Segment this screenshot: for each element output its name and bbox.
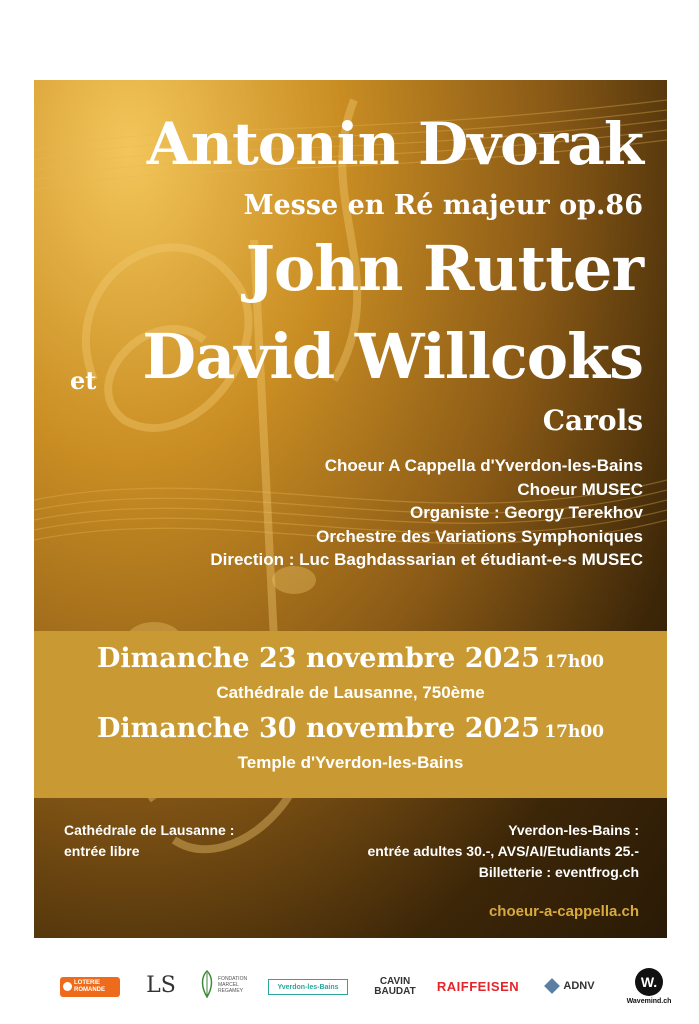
composer-title-willcoks: David Willcoks — [142, 320, 643, 393]
credit-line: Choeur A Cappella d'Yverdon-les-Bains — [324, 456, 643, 475]
diamond-icon — [544, 978, 560, 994]
cavin-baudat-logo: CAVIN BAUDAT — [374, 976, 416, 997]
work-title-carols: Carols — [542, 404, 643, 437]
composer-title-dvorak: Antonin Dvorak — [146, 110, 643, 178]
work-title-messe: Messe en Ré majeur op.86 — [243, 190, 643, 221]
info-line: Yverdon-les-Bains : — [508, 822, 639, 838]
credit-line: Organiste : Georgy Terekhov — [409, 503, 643, 522]
concert-poster — [34, 80, 667, 938]
yverdon-les-bains-logo: Yverdon-les-Bains — [268, 979, 348, 995]
dates-band — [34, 631, 667, 798]
info-line: Cathédrale de Lausanne : — [64, 822, 235, 838]
credit-line: Orchestre des Variations Symphoniques — [316, 526, 643, 546]
ls-logo: LS — [146, 972, 176, 998]
concert-date-1 — [34, 643, 667, 674]
time-text: 17h00 — [544, 722, 605, 742]
sponsor-logos — [60, 963, 680, 1007]
leaf-icon — [200, 969, 214, 999]
composer-title-rutter: John Rutter — [245, 232, 643, 305]
credit-line: Direction : Luc Baghdassarian et étudiant-e-s MUSEC — [210, 550, 643, 569]
date-text: Dimanche 30 novembre 2025 — [96, 713, 540, 744]
loterie-romande-logo: LOTERIE ROMANDE — [60, 977, 120, 997]
wavemind-icon: W. — [635, 968, 663, 996]
circle-icon — [63, 982, 72, 991]
concert-venue-1: Cathédrale de Lausanne, 750ème — [216, 683, 485, 702]
performer-credits — [210, 454, 643, 572]
lausanne-info — [64, 820, 234, 862]
concert-venue-2: Temple d'Yverdon-les-Bains — [237, 753, 464, 772]
concert-date-2 — [34, 713, 667, 744]
date-text: Dimanche 23 novembre 2025 — [96, 643, 540, 674]
credit-line: Choeur MUSEC — [517, 479, 643, 499]
fondation-regamey-logo: FONDATION MARCEL REGAMEY — [200, 967, 252, 1003]
info-line: entrée adultes 30.-, AVS/AI/Etudiants 25.- — [367, 843, 639, 859]
raiffeisen-logo: RAIFFEISEN — [436, 978, 520, 994]
yverdon-info — [367, 820, 639, 883]
website-link[interactable]: choeur-a-cappella.ch — [488, 903, 639, 920]
connector-et: et — [70, 366, 97, 395]
time-text: 17h00 — [544, 652, 605, 672]
wavemind-logo: W. Wavemind.ch — [626, 963, 672, 1009]
info-line: entrée libre — [64, 843, 140, 859]
adnv-logo: ADNV — [538, 975, 602, 997]
info-line: Billetterie : eventfrog.ch — [478, 864, 639, 880]
